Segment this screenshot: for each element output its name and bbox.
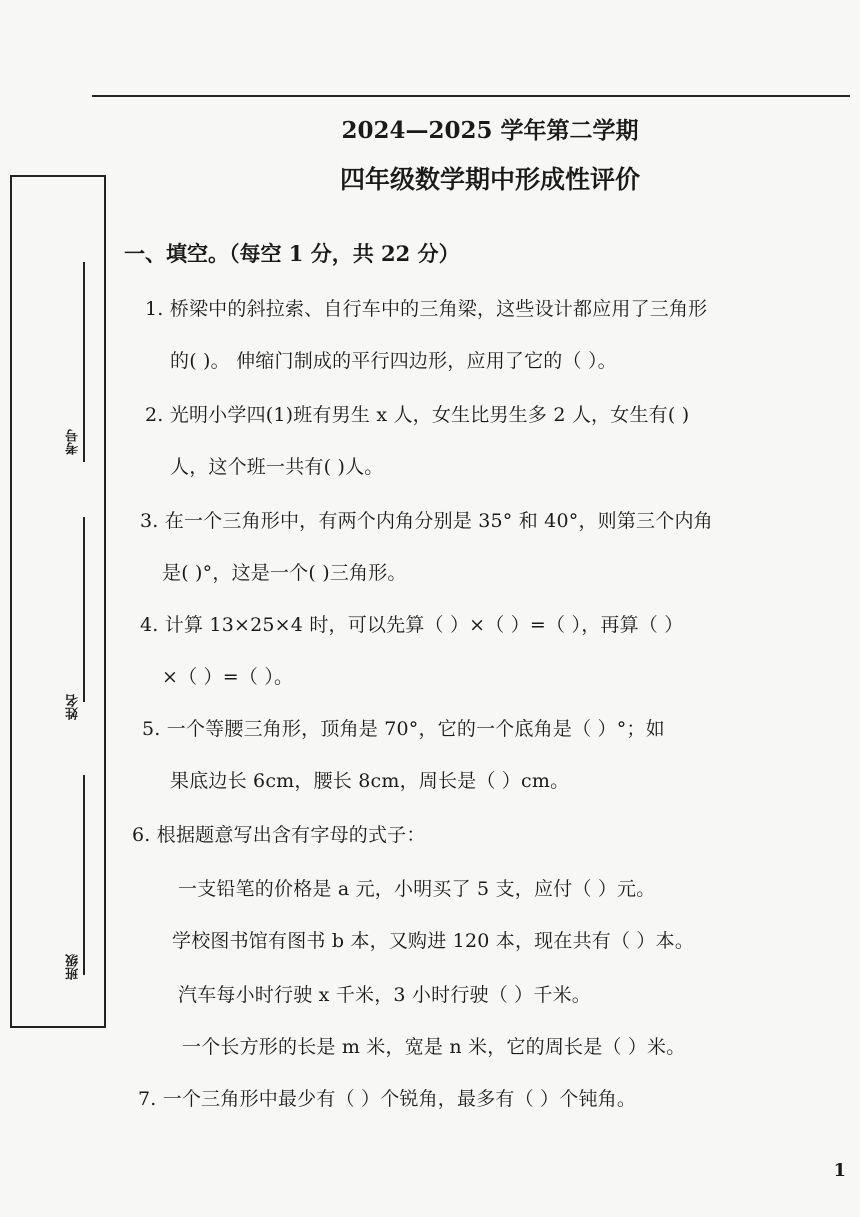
q5-line2: 果底边长 6cm，腰长 8cm，周长是（ ）cm。 <box>170 770 570 792</box>
student-info-box <box>10 175 106 1028</box>
class-line[interactable] <box>83 775 85 975</box>
exam-no-label: 考号 <box>66 429 81 455</box>
q1-line1: 1. 桥梁中的斜拉索、自行车中的三角梁，这些设计都应用了三角形 <box>145 298 708 320</box>
class-label: 班级 <box>66 954 81 980</box>
section-1-heading: 一、填空。（每空 1 分，共 22 分） <box>124 241 460 266</box>
page-number: 1 <box>833 1160 846 1181</box>
q3-line1: 3. 在一个三角形中，有两个内角分别是 35° 和 40°，则第三个内角 <box>140 510 713 532</box>
title-exam-name: 四年级数学期中形成性评价 <box>339 165 640 194</box>
title-year-term: 2024—2025 学年第二学期 <box>341 117 639 144</box>
q6-sub4: 一个长方形的长是 m 米，宽是 n 米，它的周长是（ ）米。 <box>182 1036 686 1058</box>
q5-line1: 5. 一个等腰三角形，顶角是 70°，它的一个底角是（ ）°；如 <box>142 718 665 740</box>
top-rule <box>92 95 850 97</box>
q6-sub2: 学校图书馆有图书 b 本，又购进 120 本，现在共有（ ）本。 <box>172 930 695 952</box>
name-label: 姓名 <box>66 694 81 720</box>
q3-line2: 是( )°，这是一个( )三角形。 <box>162 562 407 584</box>
q6-sub3: 汽车每小时行驶 x 千米，3 小时行驶（ ）千米。 <box>178 984 591 1006</box>
q6-intro: 6. 根据题意写出含有字母的式子： <box>132 824 426 846</box>
q4-line2: ×（ ）=（ ）。 <box>162 666 294 688</box>
q4-line1: 4. 计算 13×25×4 时，可以先算（ ）×（ ）=（ ），再算（ ） <box>140 614 684 636</box>
name-line[interactable] <box>83 517 85 702</box>
q7-line1: 7. 一个三角形中最少有（ ）个锐角，最多有（ ）个钝角。 <box>138 1088 637 1110</box>
q2-line1: 2. 光明小学四(1)班有男生 x 人，女生比男生多 2 人，女生有( ) <box>145 404 690 426</box>
q6-sub1: 一支铅笔的价格是 a 元，小明买了 5 支，应付（ ）元。 <box>178 878 656 900</box>
q2-line2: 人，这个班一共有( )人。 <box>170 456 384 478</box>
q1-line2: 的( )。 伸缩门制成的平行四边形，应用了它的（ ）。 <box>170 350 617 372</box>
